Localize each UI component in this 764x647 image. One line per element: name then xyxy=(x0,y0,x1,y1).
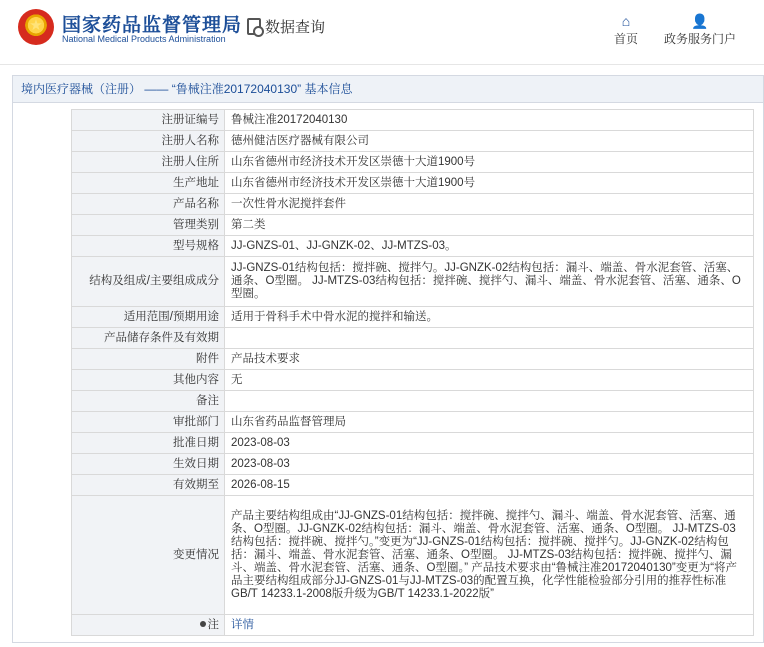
table-row xyxy=(72,391,754,412)
table-row xyxy=(72,173,754,194)
field-label: 产品名称 xyxy=(72,194,225,215)
nav-service-portal[interactable] xyxy=(660,12,740,47)
details-link[interactable]: 详情 xyxy=(231,618,254,631)
table-row xyxy=(72,215,754,236)
table-row xyxy=(72,615,754,636)
field-value: 产品主要结构组成由“JJ-GNZS-01结构包括：搅拌碗、搅拌勺、漏斗、端盖、骨水泥套管、活塞、通条、O型圈。JJ-GNZK-02结构包括：漏斗、端盖、骨水泥套管、活塞、通条、O型圈。 JJ-MTZS-03结构包括：搅拌碗、搅拌勺。”变更为“JJ-GNZS-01结构包括：搅拌碗、搅拌勺。JJ-GNZK-02结构包括：漏斗、端盖、骨水泥套管、活塞、通条、O型圈。 JJ-MTZS-03结构包括：搅拌碗、搅拌勺、漏斗、端盖、骨水泥套管、活塞、通条、O型圈。” 产品技术要求由“鲁械注准20172040130”变更为“将产品主要结构组成部分JJ-GNZS-01与JJ-MTZS-03的配置互换，化学性能检验部分引用的推荐性标准GB/T 14233.1-2008版升级为GB/T 14233.1-2022版” xyxy=(225,496,754,615)
field-label: 备注 xyxy=(72,391,225,412)
brand-name-en[interactable]: National Medical Products Administration xyxy=(62,34,226,44)
field-value: 山东省德州市经济技术开发区崇德十大道1900号 xyxy=(225,152,754,173)
table-row xyxy=(72,412,754,433)
field-value: 山东省药品监督管理局 xyxy=(225,412,754,433)
field-label: 结构及组成/主要组成成分 xyxy=(72,257,225,307)
nav-portal-label: 政务服务门户 xyxy=(663,32,736,46)
field-label: 注册证编号 xyxy=(72,110,225,131)
field-value: 2026-08-15 xyxy=(225,475,754,496)
field-label: 审批部门 xyxy=(72,412,225,433)
breadcrumb-separator: —— xyxy=(144,82,169,96)
home-icon: ⌂ xyxy=(621,13,631,29)
field-label: 产品储存条件及有效期 xyxy=(72,328,225,349)
field-label: 适用范围/预期用途 xyxy=(72,307,225,328)
field-label: 生效日期 xyxy=(72,454,225,475)
table-row xyxy=(72,110,754,131)
note-label-cell xyxy=(72,615,225,636)
field-value: 适用于骨科手术中骨水泥的搅拌和输送。 xyxy=(225,307,754,328)
brand-name-cn[interactable]: 国家药品监督管理局 xyxy=(62,15,243,36)
table-row xyxy=(72,328,754,349)
field-value: 2023-08-03 xyxy=(225,454,754,475)
table-row xyxy=(72,194,754,215)
detail-table xyxy=(71,109,754,636)
field-value: JJ-GNZS-01结构包括：搅拌碗、搅拌勺。JJ-GNZK-02结构包括：漏斗、端盖、骨水泥套管、活塞、通条、O型圈。 JJ-MTZS-03结构包括：搅拌碗、搅拌勺、漏斗、端盖、骨水泥套管、活塞、通条、O型圈。 xyxy=(225,257,754,307)
table-row xyxy=(72,370,754,391)
table-row xyxy=(72,131,754,152)
field-value xyxy=(225,391,754,412)
breadcrumb-record: “鲁械注准20172040130” xyxy=(171,82,302,96)
field-label: 批准日期 xyxy=(72,433,225,454)
breadcrumb-suffix: 基本信息 xyxy=(304,82,353,96)
table-row xyxy=(72,349,754,370)
table-row xyxy=(72,433,754,454)
table-row xyxy=(72,454,754,475)
note-label: 注 xyxy=(207,618,219,631)
field-label: 有效期至 xyxy=(72,475,225,496)
field-label: 型号规格 xyxy=(72,236,225,257)
site-header xyxy=(0,0,764,65)
field-value: 山东省德州市经济技术开发区崇德十大道1900号 xyxy=(225,173,754,194)
table-row xyxy=(72,257,754,307)
field-value: 无 xyxy=(225,370,754,391)
data-query-link[interactable] xyxy=(247,16,325,37)
field-value: 德州健洁医疗器械有限公司 xyxy=(225,131,754,152)
field-label: 管理类别 xyxy=(72,215,225,236)
user-icon: 👤 xyxy=(691,13,709,29)
field-label: 生产地址 xyxy=(72,173,225,194)
field-label: 注册人住所 xyxy=(72,152,225,173)
breadcrumb xyxy=(13,76,763,103)
field-label: 注册人名称 xyxy=(72,131,225,152)
note-value-cell xyxy=(225,615,754,636)
field-label: 附件 xyxy=(72,349,225,370)
field-value: 鲁械注准20172040130 xyxy=(225,110,754,131)
field-value: 2023-08-03 xyxy=(225,433,754,454)
pin-icon xyxy=(200,621,206,627)
document-search-icon xyxy=(247,18,261,35)
data-query-label: 数据查询 xyxy=(265,19,326,36)
nav-home[interactable] xyxy=(611,12,641,47)
breadcrumb-category[interactable]: 境内医疗器械（注册） xyxy=(21,82,142,96)
field-label: 其他内容 xyxy=(72,370,225,391)
field-value: JJ-GNZS-01、JJ-GNZK-02、JJ-MTZS-03。 xyxy=(225,236,754,257)
field-value: 产品技术要求 xyxy=(225,349,754,370)
table-row xyxy=(72,307,754,328)
field-value: 一次性骨水泥搅拌套件 xyxy=(225,194,754,215)
field-value xyxy=(225,328,754,349)
table-row xyxy=(72,496,754,615)
table-row xyxy=(72,236,754,257)
nav-home-label: 首页 xyxy=(613,32,638,46)
field-label: 变更情况 xyxy=(72,496,225,615)
table-row xyxy=(72,152,754,173)
national-emblem-icon xyxy=(18,9,54,45)
table-row xyxy=(72,475,754,496)
field-value: 第二类 xyxy=(225,215,754,236)
